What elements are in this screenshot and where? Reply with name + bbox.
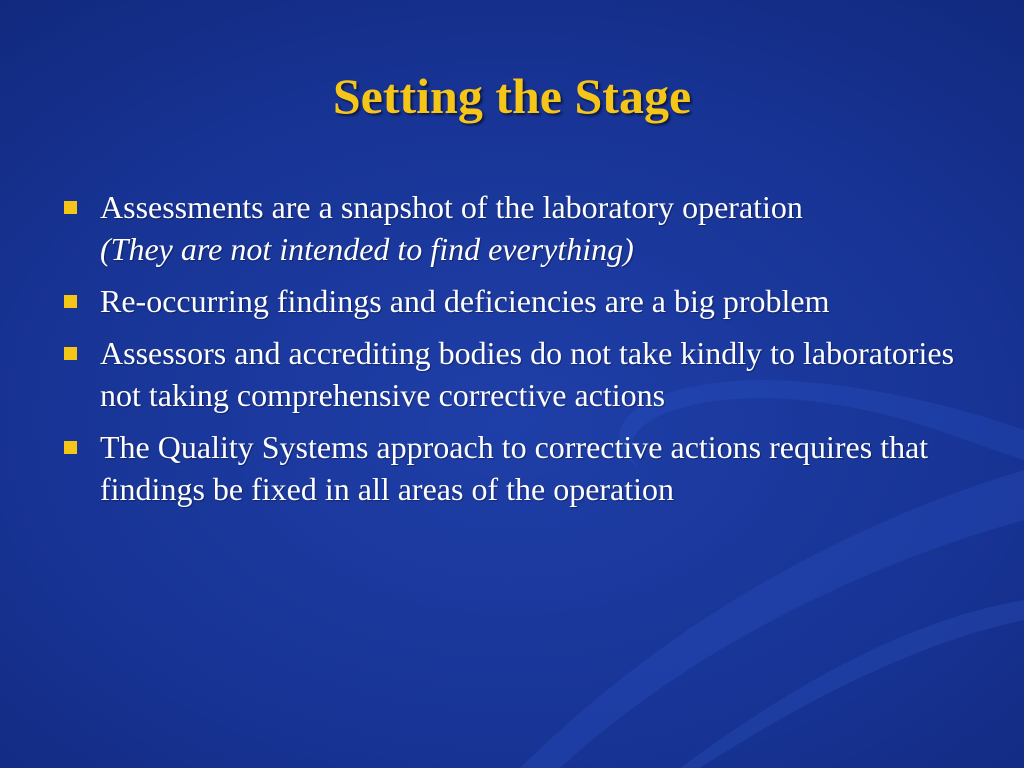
bullet-item — [60, 426, 960, 510]
bullet-list — [60, 186, 960, 520]
bullet-text: Assessments are a snapshot of the laboratory operation — [100, 189, 803, 225]
square-bullet-icon — [64, 441, 77, 454]
bullet-text: The Quality Systems approach to corrective actions requires that findings be fixed in all areas of the operation — [100, 429, 929, 507]
bullet-item — [60, 186, 960, 270]
square-bullet-icon — [64, 201, 77, 214]
slide-title: Setting the Stage — [332, 68, 692, 124]
bullet-item — [60, 280, 960, 322]
square-bullet-icon — [64, 295, 77, 308]
square-bullet-icon — [64, 347, 77, 360]
bullet-note: (They are not intended to find everything) — [100, 231, 634, 267]
bullet-item — [60, 332, 960, 416]
bullet-text: Assessors and accrediting bodies do not take kindly to laboratories not taking comprehensive corrective actions — [100, 335, 955, 413]
bullet-text: Re-occurring findings and deficiencies are a big problem — [100, 283, 830, 319]
